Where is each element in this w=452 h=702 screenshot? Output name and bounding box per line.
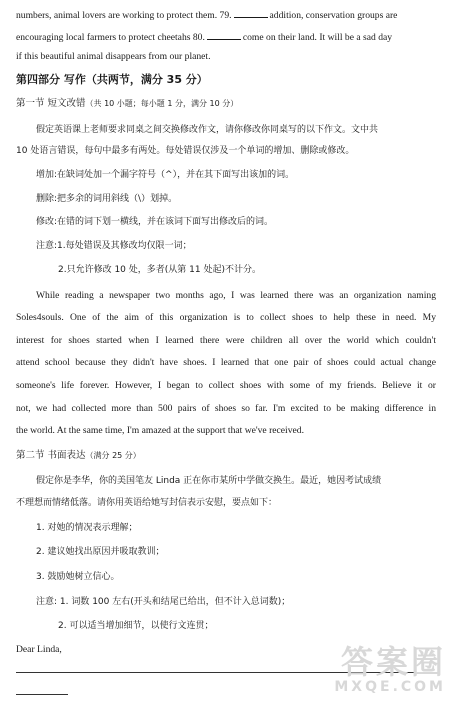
- rule-delete: 删除:把多余的词用斜线（\）划掉。: [36, 194, 178, 204]
- passage-text: come on their land. It will be a sad day: [242, 32, 393, 43]
- essay-line-1: While reading a newspaper two months ago, I was learned there was an organization naming: [36, 290, 436, 301]
- essay-line-5: someone's life forever. However, I began to collect shoes with some of my friends. Believe it or: [16, 380, 436, 391]
- section1-heading: [16, 98, 436, 110]
- part4-score: （共两节，满分 35 分）: [85, 73, 208, 86]
- answer-blank-79[interactable]: [234, 8, 268, 18]
- rule-modify: 修改:在错的词下划一横线，并在该词下面写出修改后的词。: [36, 217, 274, 227]
- section2-point-3: 3. 鼓励她树立信心。: [36, 572, 120, 582]
- essay-line-2: Soles4souls. One of the aim of this organization is to collect shoes to help these in need. My: [16, 312, 436, 323]
- section2-intro-2: 不理想而情绪低落。请你用英语给她写封信表示安慰，要点如下：: [16, 498, 278, 508]
- answer-blank-80[interactable]: [207, 30, 241, 40]
- passage-line-2: [16, 30, 436, 44]
- part4-heading: [16, 74, 436, 87]
- essay-line-7: the world. At the same time, I'm amazed at the support that we've received.: [16, 425, 304, 436]
- passage-text: addition, conservation groups are: [269, 10, 398, 21]
- section1-intro-2: 10 处语言错误，每句中最多有两处。每处错误仅涉及一个单词的增加、删除或修改。: [16, 146, 355, 156]
- passage-line-1: [16, 8, 436, 22]
- site-watermark-logo: [296, 644, 446, 696]
- essay-line-3: interest for shoes started when I learned there were children all over the world which couldn't: [16, 335, 436, 346]
- section2-point-1: 1. 对她的情况表示理解；: [36, 523, 138, 533]
- letter-salutation: Dear Linda,: [16, 644, 62, 655]
- essay-line-6: not, we had collected more than 500 pairs of shoes so far. I'm excited to be making difference in: [16, 403, 436, 414]
- section2-note-2: 2. 可以适当增加细节，以使行文连贯；: [58, 621, 214, 631]
- passage-text: encouraging local farmers to protect cheetahs 80.: [16, 32, 205, 43]
- section1-note-1: 注意:1.每处错误及其修改均仅限一词；: [36, 241, 192, 251]
- section2-title: 第二节 书面表达: [16, 450, 86, 461]
- watermark-text-cn: 答案圈: [340, 643, 446, 681]
- section1-intro-1: 假定英语课上老师要求同桌之间交换修改作文，请你修改你同桌写的以下作文。文中共: [36, 125, 379, 135]
- rule-add: 增加:在缺词处加一个漏字符号（^），并在其下面写出该加的词。: [36, 170, 295, 180]
- passage-text: numbers, animal lovers are working to protect them. 79.: [16, 10, 232, 21]
- section2-point-2: 2. 建议她找出原因并吸取教训；: [36, 547, 165, 557]
- section2-score: （满分 25 分）: [85, 451, 141, 460]
- section1-title: 第一节 短文改错: [16, 98, 86, 109]
- watermark-text-url: MXQE.COM: [334, 679, 446, 695]
- section2-heading: [16, 450, 436, 462]
- writing-line-short[interactable]: [16, 694, 68, 695]
- essay-line-4: attend school because they didn't have shoes. I learned that one pair of shoes could actual change: [16, 357, 436, 368]
- section2-intro-1: 假定你是李华，你的美国笔友 Linda 正在你市某所中学做交换生。最近，她因考试成绩: [36, 476, 382, 486]
- passage-line-3: if this beautiful animal disappears from our planet.: [16, 51, 211, 62]
- section1-note-2: 2.只允许修改 10 处，多者(从第 11 处起)不计分。: [58, 265, 261, 275]
- section2-note-1: 注意: 1. 词数 100 左右(开头和结尾已给出，但不计入总词数)；: [36, 597, 291, 607]
- section1-score: （共 10 小题；每小题 1 分，满分 10 分）: [85, 99, 239, 108]
- part4-title: 第四部分 写作: [16, 73, 86, 86]
